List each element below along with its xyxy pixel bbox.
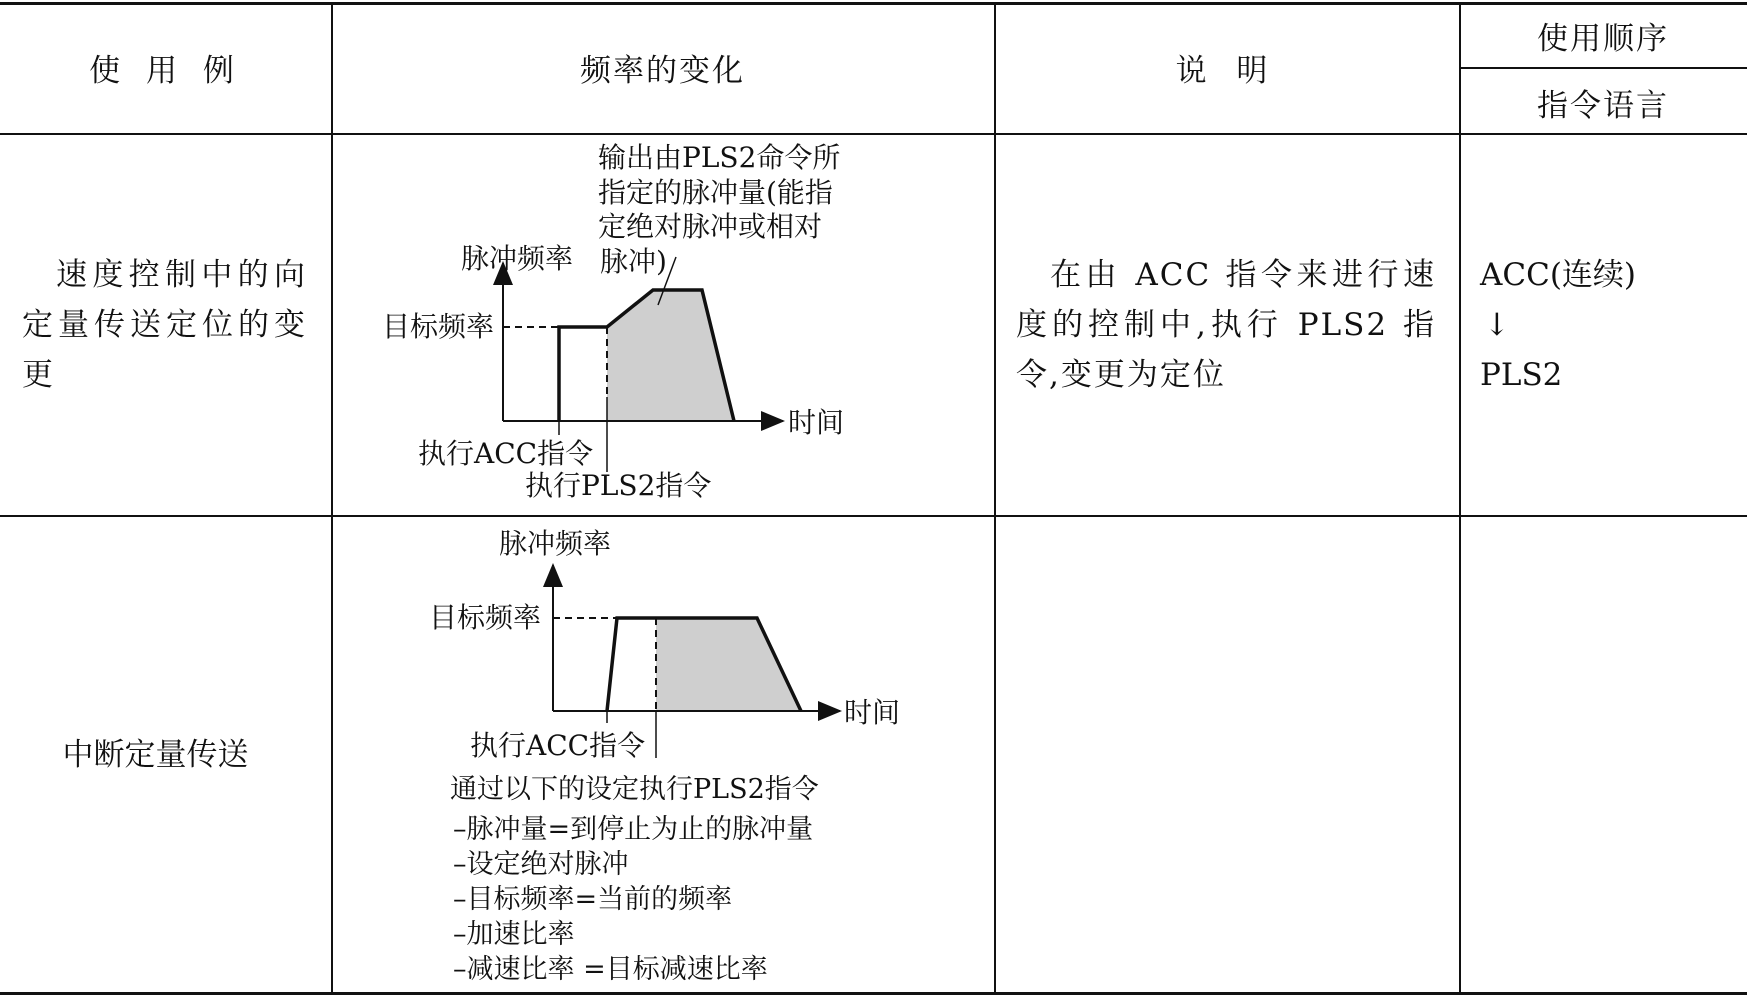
row1-annotation-line-2: 指定的脉冲量(能指 [598,176,833,209]
row1-annotation-line-3: 定绝对脉冲或相对 [598,210,823,243]
row2-note-2: –脉冲量=到停止为止的脉冲量 [453,814,814,845]
row2-note-3: –设定绝对脉冲 [453,849,629,880]
row1-seq-arrow: ↓ [1484,307,1510,343]
header-frequency-change: 频率的变化 [580,53,745,89]
col-rule-2 [994,2,996,994]
row1-y-label: 脉冲频率 [461,242,574,275]
row1-acc-label: 执行ACC指令 [418,437,594,470]
row2-example: 中断定量传送 [62,737,249,773]
header-instruction: 指令语言 [1537,88,1669,124]
header-example: 使 用 例 [89,53,242,89]
row2-x-label: 时间 [844,696,901,729]
row2-note-4: –目标频率=当前的频率 [453,884,733,915]
header-sequence: 使用顺序 [1537,21,1669,57]
row2-acc-label: 执行ACC指令 [470,729,646,762]
header-sub-rule [1459,67,1747,69]
row1-seq-acc: ACC(连续) [1480,257,1637,293]
row1-description: 在由 ACC 指令来进行速度的控制中,执行 PLS2 指令,变更为定位 [1016,257,1436,393]
row2-frequency-diagram [331,517,994,767]
row1-annotation-line-1: 输出由PLS2命令所 [598,141,841,174]
row2-note-6: –减速比率 =目标减速比率 [453,954,768,985]
row2-y-label: 脉冲频率 [499,527,612,560]
row2-note-1: 通过以下的设定执行PLS2指令 [450,774,819,805]
row2-target-label: 目标频率 [428,601,541,634]
row1-pls2-label: 执行PLS2指令 [525,469,712,502]
row1-annotation-line-4: 脉冲) [600,245,667,278]
row1-frequency-diagram [331,135,994,515]
row1-x-label: 时间 [788,406,845,439]
row1-target-label: 目标频率 [381,310,494,343]
header-description: 说 明 [1175,53,1278,89]
col-rule-3 [1459,2,1461,994]
row1-seq-pls2: PLS2 [1480,357,1563,393]
bottom-rule [0,992,1747,995]
row1-example: 速度控制中的向定量传送定位的变更 [22,257,310,393]
top-rule [0,2,1747,5]
row2-note-5: –加速比率 [453,919,575,950]
